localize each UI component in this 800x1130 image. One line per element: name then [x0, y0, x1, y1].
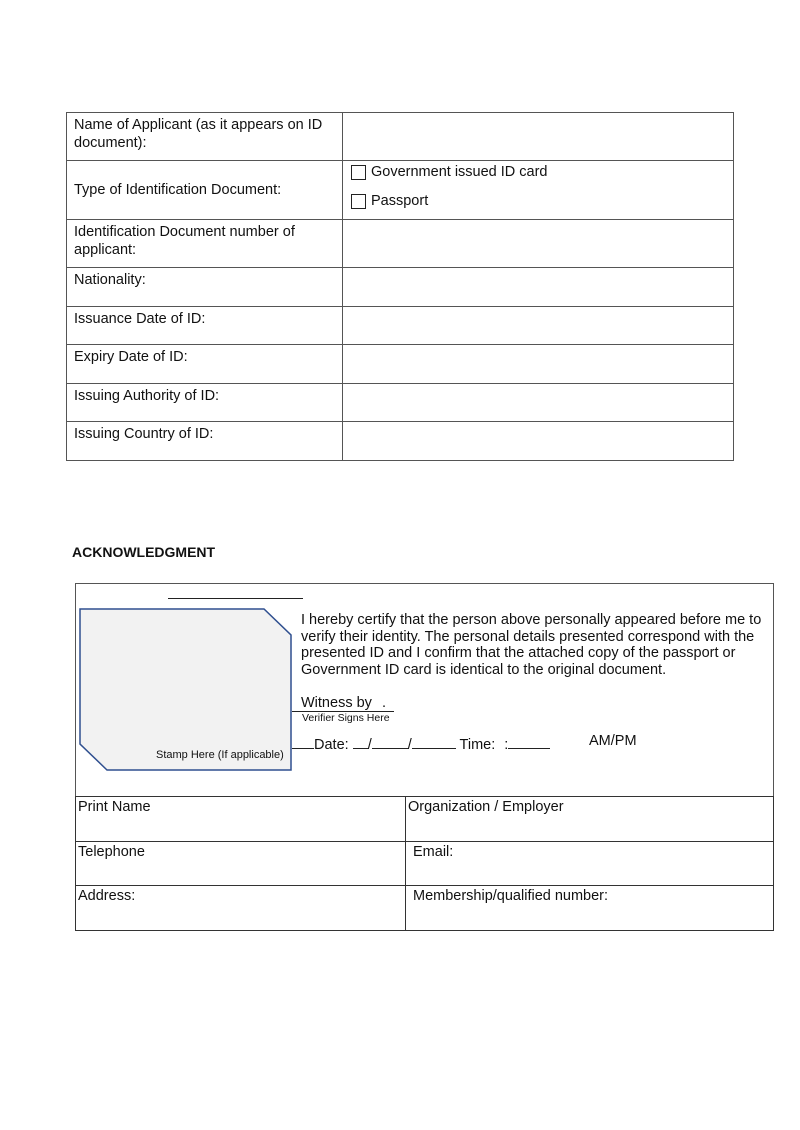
table-row [76, 886, 774, 931]
am-pm-label: AM/PM [589, 733, 637, 749]
witness-label: Witness by [301, 695, 372, 711]
telephone-label: Telephone [78, 843, 145, 860]
id-number-field[interactable] [343, 220, 734, 268]
id-number-label: Identification Document number of applicant: [67, 220, 343, 268]
table-row [67, 307, 734, 345]
issuing-country-label: Issuing Country of ID: [67, 422, 343, 461]
issuing-authority-field[interactable] [343, 384, 734, 422]
table-row [67, 422, 734, 461]
id-details-table [66, 112, 734, 461]
witness-row [301, 695, 386, 711]
date-separator: / [367, 737, 372, 753]
expiry-date-label: Expiry Date of ID: [67, 345, 343, 384]
time-separator: : [504, 737, 509, 753]
verifier-info-table [75, 796, 774, 931]
issuance-date-field[interactable] [343, 307, 734, 345]
telephone-cell[interactable] [76, 841, 406, 886]
issuance-date-label: Issuance Date of ID: [67, 307, 343, 345]
table-row [76, 841, 774, 886]
date-month-field[interactable] [372, 735, 408, 749]
membership-label: Membership/qualified number: [413, 888, 609, 904]
stamp-label: Stamp Here (If applicable) [156, 749, 284, 761]
table-row [67, 384, 734, 422]
option-passport[interactable] [351, 192, 733, 210]
date-time-row [292, 735, 550, 753]
certification-statement: I hereby certify that the person above personally appeared before me to verify their identity. The personal details presented correspond with the presented ID and I confirm that the attached copy of the passport or Government ID card is identical to the original document. [301, 612, 762, 678]
passport-checkbox[interactable] [351, 194, 366, 209]
table-row [76, 797, 774, 842]
table-row [67, 345, 734, 384]
passport-label: Passport [371, 193, 429, 209]
government-id-checkbox[interactable] [351, 165, 366, 180]
email-cell[interactable] [406, 841, 774, 886]
print-name-label: Print Name [78, 799, 151, 815]
id-type-label: Type of Identification Document: [67, 161, 343, 220]
verifier-signs-label: Verifier Signs Here [302, 712, 390, 724]
issuing-authority-label: Issuing Authority of ID: [67, 384, 343, 422]
table-row [67, 113, 734, 161]
membership-cell[interactable] [406, 886, 774, 931]
email-label: Email: [413, 843, 454, 860]
table-row [67, 161, 734, 220]
time-label: Time: [459, 737, 496, 753]
date-day-field[interactable] [353, 735, 368, 749]
government-id-label: Government issued ID card [371, 164, 548, 180]
address-cell[interactable] [76, 886, 406, 931]
option-government-id[interactable] [351, 163, 733, 181]
date-lead-line [292, 735, 314, 749]
table-row [67, 268, 734, 307]
nationality-label: Nationality: [67, 268, 343, 307]
nationality-field[interactable] [343, 268, 734, 307]
address-label: Address: [78, 888, 136, 904]
organization-label: Organization / Employer [408, 799, 564, 815]
applicant-name-field[interactable] [343, 113, 734, 161]
witness-dot: . [381, 695, 386, 711]
date-year-field[interactable] [412, 735, 456, 749]
issuing-country-field[interactable] [343, 422, 734, 461]
acknowledgment-heading: ACKNOWLEDGMENT [72, 544, 216, 560]
applicant-name-label: Name of Applicant (as it appears on ID document): [67, 113, 343, 161]
organization-cell[interactable] [406, 797, 774, 842]
date-separator: / [407, 737, 412, 753]
date-label: Date: [314, 737, 349, 753]
expiry-date-field[interactable] [343, 345, 734, 384]
signature-line[interactable] [168, 598, 303, 599]
time-field[interactable] [508, 735, 550, 749]
print-name-cell[interactable] [76, 797, 406, 842]
table-row [67, 220, 734, 268]
id-type-options [343, 161, 734, 220]
